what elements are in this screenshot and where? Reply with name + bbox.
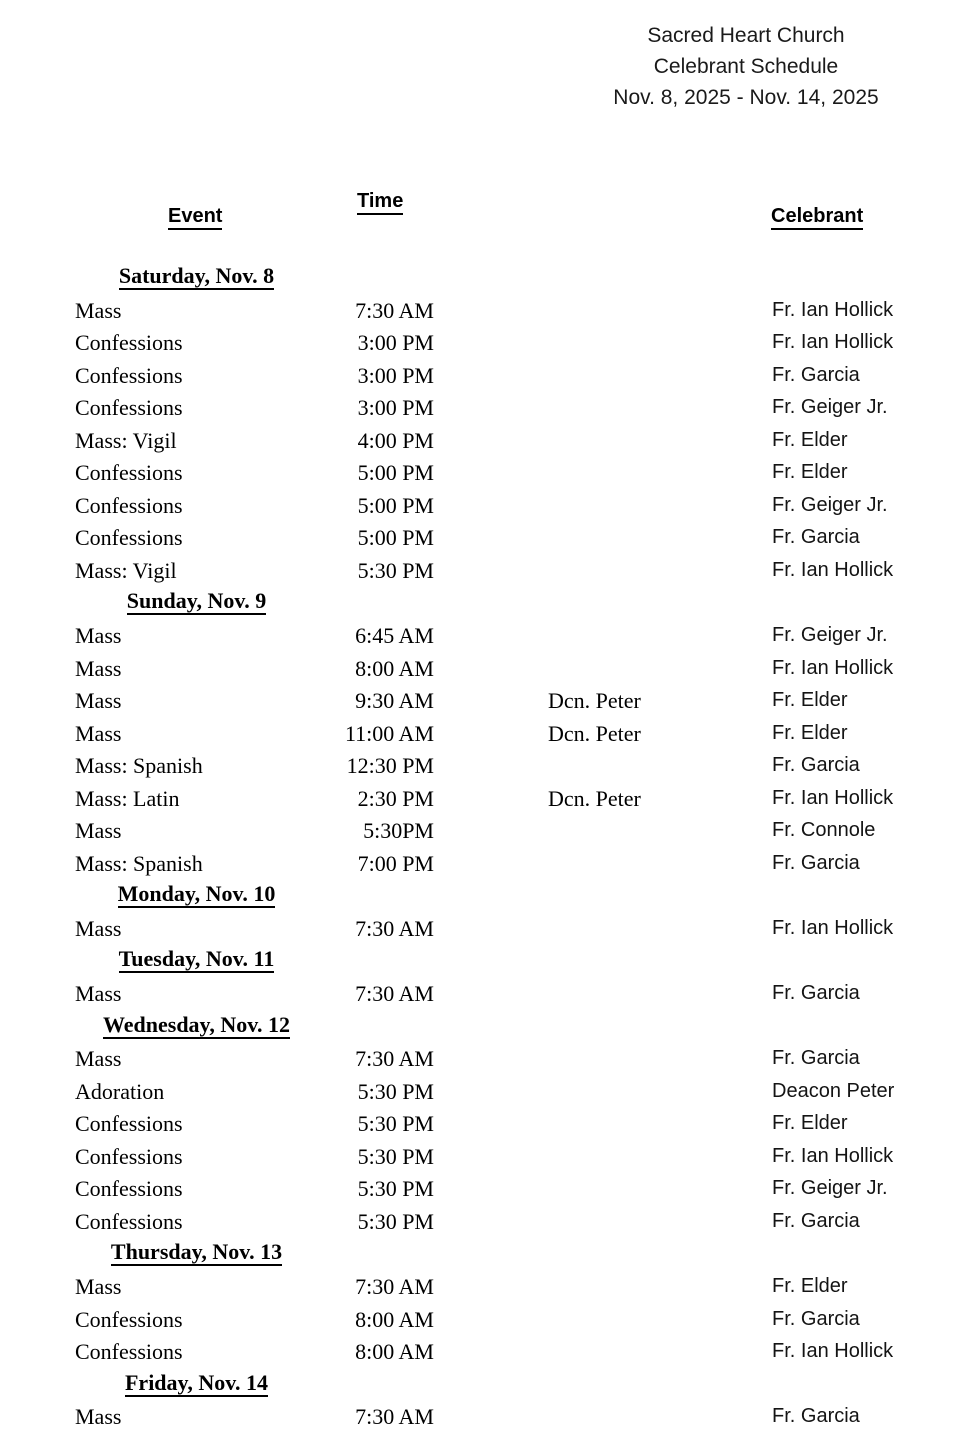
schedule-cell-celebrant: Fr. Geiger Jr.	[772, 624, 888, 647]
schedule-cell-celebrant: Fr. Ian Hollick	[772, 916, 894, 939]
schedule-cell-deacon: Dcn. Peter	[548, 720, 641, 746]
schedule-cell-time: 11:00 AM	[344, 720, 434, 746]
schedule-cell-celebrant: Fr. Elder	[772, 1112, 848, 1135]
column-header-time-label: Time	[357, 190, 403, 215]
schedule-row	[0, 458, 960, 491]
schedule-cell-event: Mass	[75, 720, 122, 746]
day-header-row	[0, 881, 960, 914]
day-header	[0, 1012, 393, 1038]
schedule-cell-event: Mass	[75, 915, 122, 941]
schedule-cell-celebrant: Fr. Ian Hollick	[772, 331, 894, 354]
day-header-label: Sunday, Nov. 9	[126, 588, 267, 614]
schedule-cell-time: 3:00 PM	[357, 395, 434, 421]
schedule-cell-celebrant: Fr. Elder	[772, 721, 848, 744]
schedule-cell-event: Adoration	[75, 1078, 165, 1104]
day-header	[0, 1370, 393, 1396]
schedule-cell-event: Mass	[75, 981, 122, 1007]
schedule-row	[0, 328, 960, 361]
schedule-cell-celebrant: Fr. Garcia	[772, 754, 860, 777]
schedule-row	[0, 296, 960, 329]
schedule-row	[0, 914, 960, 947]
schedule-cell-celebrant: Fr. Garcia	[772, 1047, 860, 1070]
day-header	[0, 588, 393, 614]
schedule-cell-celebrant: Fr. Ian Hollick	[772, 786, 894, 809]
day-header	[0, 1239, 393, 1265]
schedule-row	[0, 816, 960, 849]
schedule-row	[0, 1142, 960, 1175]
schedule-cell-event: Confessions	[75, 1143, 183, 1169]
schedule-cell-time: 3:00 PM	[357, 330, 434, 356]
schedule-cell-celebrant: Fr. Ian Hollick	[772, 656, 894, 679]
schedule-cell-time: 5:00 PM	[357, 492, 434, 518]
schedule-cell-time: 7:30 AM	[355, 1404, 434, 1430]
schedule-cell-celebrant: Fr. Ian Hollick	[772, 1340, 894, 1363]
schedule-cell-time: 5:00 PM	[357, 460, 434, 486]
schedule-row	[0, 849, 960, 882]
day-header-label: Wednesday, Nov. 12	[102, 1011, 291, 1037]
schedule-cell-celebrant: Fr. Garcia	[772, 982, 860, 1005]
schedule-cell-time: 12:30 PM	[346, 753, 434, 779]
schedule-row	[0, 426, 960, 459]
schedule-row	[0, 1207, 960, 1240]
day-header-label: Saturday, Nov. 8	[118, 263, 275, 288]
schedule-cell-event: Mass	[75, 1404, 122, 1430]
schedule-cell-time: 7:30 AM	[355, 981, 434, 1007]
day-header	[0, 946, 393, 972]
schedule-row	[0, 1305, 960, 1338]
schedule-cell-time: 6:45 AM	[355, 623, 434, 649]
organization-name: Sacred Heart Church	[647, 24, 845, 47]
schedule-cell-celebrant: Fr. Geiger Jr.	[772, 493, 888, 516]
schedule-row	[0, 523, 960, 556]
schedule-cell-deacon: Dcn. Peter	[548, 785, 641, 811]
document-title-block	[536, 20, 956, 113]
day-header-row	[0, 588, 960, 621]
schedule-cell-celebrant: Fr. Garcia	[772, 363, 860, 386]
schedule-cell-event: Confessions	[75, 1208, 183, 1234]
day-header-row	[0, 263, 960, 296]
date-range: Nov. 8, 2025 - Nov. 14, 2025	[613, 86, 879, 109]
schedule-row	[0, 556, 960, 589]
schedule-cell-time: 5:30 PM	[357, 1208, 434, 1234]
schedule-cell-event: Confessions	[75, 1339, 183, 1365]
schedule-cell-event: Confessions	[75, 362, 183, 388]
document-subtitle: Celebrant Schedule	[653, 55, 839, 78]
schedule-cell-event: Confessions	[75, 330, 183, 356]
schedule-cell-event: Mass: Spanish	[75, 753, 203, 779]
schedule-row	[0, 784, 960, 817]
schedule-cell-event: Confessions	[75, 1306, 183, 1332]
schedule-cell-celebrant: Fr. Elder	[772, 428, 848, 451]
schedule-cell-event: Mass	[75, 297, 122, 323]
schedule-cell-celebrant: Fr. Geiger Jr.	[772, 1177, 888, 1200]
schedule-cell-celebrant: Fr. Ian Hollick	[772, 298, 894, 321]
schedule-cell-celebrant: Fr. Elder	[772, 1274, 848, 1297]
day-header-row	[0, 946, 960, 979]
day-header-label: Tuesday, Nov. 11	[118, 946, 275, 972]
schedule-cell-event: Confessions	[75, 525, 183, 551]
schedule-cell-time: 7:30 AM	[355, 915, 434, 941]
column-header-celebrant-label: Celebrant	[771, 205, 863, 230]
schedule-row	[0, 1174, 960, 1207]
schedule-cell-time: 7:30 AM	[355, 297, 434, 323]
day-header-label: Friday, Nov. 14	[124, 1369, 268, 1395]
schedule-cell-time: 8:00 AM	[355, 1306, 434, 1332]
schedule-cell-event: Mass	[75, 688, 122, 714]
schedule-cell-event: Confessions	[75, 1176, 183, 1202]
schedule-cell-event: Mass	[75, 1046, 122, 1072]
schedule-cell-time: 3:00 PM	[357, 362, 434, 388]
column-header-event	[168, 205, 222, 228]
schedule-row	[0, 686, 960, 719]
schedule-cell-time: 4:00 PM	[357, 427, 434, 453]
schedule-row	[0, 1402, 960, 1435]
schedule-cell-time: 7:30 AM	[355, 1273, 434, 1299]
schedule-cell-celebrant: Fr. Garcia	[772, 1209, 860, 1232]
schedule-row	[0, 751, 960, 784]
schedule-cell-celebrant: Fr. Elder	[772, 689, 848, 712]
schedule-cell-deacon: Dcn. Peter	[548, 688, 641, 714]
schedule-row	[0, 393, 960, 426]
schedule-cell-event: Mass: Vigil	[75, 557, 177, 583]
schedule-row	[0, 1044, 960, 1077]
schedule-cell-event: Mass	[75, 623, 122, 649]
day-header-label: Monday, Nov. 10	[117, 881, 276, 907]
schedule-cell-event: Mass: Vigil	[75, 427, 177, 453]
schedule-cell-time: 5:30 PM	[357, 1111, 434, 1137]
schedule-cell-time: 5:00 PM	[357, 525, 434, 551]
schedule-cell-celebrant: Fr. Ian Hollick	[772, 558, 894, 581]
schedule-cell-event: Confessions	[75, 492, 183, 518]
schedule-cell-time: 5:30PM	[363, 818, 434, 844]
schedule-cell-time: 9:30 AM	[355, 688, 434, 714]
column-header-celebrant	[771, 205, 863, 228]
schedule-cell-event: Mass	[75, 818, 122, 844]
schedule-cell-celebrant: Fr. Garcia	[772, 1405, 860, 1428]
schedule-cell-celebrant: Fr. Garcia	[772, 851, 860, 874]
schedule-cell-celebrant: Fr. Connole	[772, 819, 876, 842]
schedule-cell-time: 5:30 PM	[357, 1143, 434, 1169]
schedule-row	[0, 361, 960, 394]
schedule-cell-event: Mass: Spanish	[75, 850, 203, 876]
schedule-row	[0, 621, 960, 654]
schedule-cell-event: Confessions	[75, 395, 183, 421]
day-header	[0, 881, 393, 907]
schedule-cell-time: 5:30 PM	[357, 1176, 434, 1202]
column-header-time	[357, 190, 403, 213]
schedule-cell-time: 7:00 PM	[357, 850, 434, 876]
schedule-row	[0, 491, 960, 524]
schedule-cell-celebrant: Fr. Garcia	[772, 1307, 860, 1330]
schedule-cell-time: 5:30 PM	[357, 1078, 434, 1104]
day-header	[0, 263, 393, 289]
schedule-cell-event: Confessions	[75, 460, 183, 486]
schedule-row	[0, 1077, 960, 1110]
schedule-cell-event: Confessions	[75, 1111, 183, 1137]
schedule-row	[0, 1272, 960, 1305]
day-header-row	[0, 1012, 960, 1045]
schedule-cell-celebrant: Fr. Geiger Jr.	[772, 396, 888, 419]
schedule-cell-event: Mass	[75, 1273, 122, 1299]
schedule-table	[0, 263, 960, 1435]
schedule-cell-time: 2:30 PM	[357, 785, 434, 811]
schedule-row	[0, 1109, 960, 1142]
schedule-cell-event: Mass: Latin	[75, 785, 180, 811]
schedule-cell-celebrant: Fr. Ian Hollick	[772, 1144, 894, 1167]
schedule-row	[0, 654, 960, 687]
schedule-cell-celebrant: Fr. Garcia	[772, 526, 860, 549]
schedule-row	[0, 719, 960, 752]
schedule-row	[0, 1337, 960, 1370]
day-header-row	[0, 1239, 960, 1272]
day-header-label: Thursday, Nov. 13	[110, 1239, 283, 1265]
day-header-row	[0, 1370, 960, 1403]
schedule-cell-time: 7:30 AM	[355, 1046, 434, 1072]
schedule-cell-celebrant: Fr. Elder	[772, 461, 848, 484]
column-header-event-label: Event	[168, 205, 222, 230]
schedule-row	[0, 979, 960, 1012]
schedule-cell-event: Mass	[75, 655, 122, 681]
schedule-cell-time: 8:00 AM	[355, 655, 434, 681]
schedule-cell-time: 5:30 PM	[357, 557, 434, 583]
schedule-cell-celebrant: Deacon Peter	[772, 1079, 895, 1102]
schedule-cell-time: 8:00 AM	[355, 1339, 434, 1365]
